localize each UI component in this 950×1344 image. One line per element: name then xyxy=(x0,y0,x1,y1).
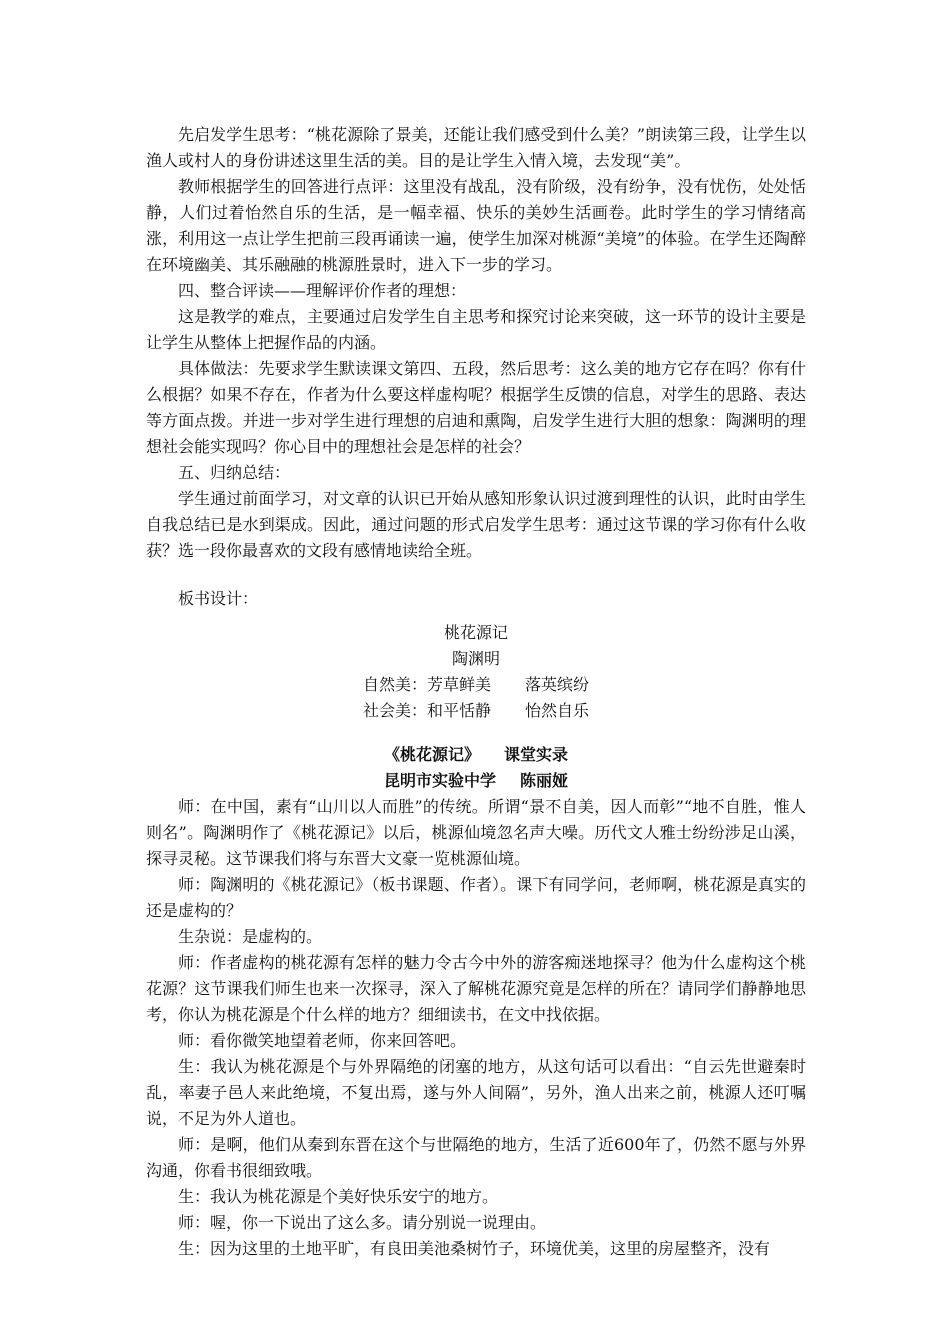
dialogue-line: 师：看你微笑地望着老师，你来回答吧。 xyxy=(178,1031,467,1050)
record-school: 昆明市实验中学 xyxy=(383,771,496,790)
board-row-nature xyxy=(146,672,806,698)
board-design-label: 板书设计： xyxy=(178,589,259,608)
document-page xyxy=(146,122,806,1262)
record-teacher: 陈丽娅 xyxy=(520,771,569,790)
dialogue-line: 生杂说：是虚构的。 xyxy=(178,927,323,946)
record-title xyxy=(146,742,806,768)
board-row-nature-left: 自然美：芳草鲜美 xyxy=(362,675,491,694)
board-row-society-left: 社会美：和平恬静 xyxy=(362,701,491,720)
spacer xyxy=(146,564,806,586)
paragraph: 这是教学的难点，主要通过启发学生自主思考和探究讨论来突破，这一环节的设计主要是让学生从整体上把握作品的内涵。 xyxy=(146,307,806,352)
paragraph: 先启发学生思考：“桃花源除了景美，还能让我们感受到什么美？”朗读第三段，让学生以渔人或村人的身份讲述这里生活的美。目的是让学生入情入境，去发现“美”。 xyxy=(146,125,806,170)
dialogue-line: 师：陶渊明的《桃花源记》（板书课题、作者）。课下有同学问，老师啊，桃花源是真实的还是虚构的？ xyxy=(146,875,806,920)
record-byline xyxy=(146,768,806,794)
dialogue-line: 师：作者虚构的桃花源有怎样的魅力令古今中外的游客痴迷地探寻？他为什么虚构这个桃花源？这节课我们师生也来一次探寻，深入了解桃花源究竟是怎样的所在？请同学们静静地思考，你认为桃花源是个什么样的地方？细细读书，在文中找依据。 xyxy=(146,953,806,1024)
dialogue-line: 师：在中国，素有“山川以人而胜”的传统。所谓“景不自美，因人而彰”“地不自胜，惟人则名”。陶渊明作了《桃花源记》以后，桃源仙境忽名声大噪。历代文人雅士纷纷涉足山溪，探寻灵秘。这节课我们将与东晋大文豪一览桃源仙境。 xyxy=(146,797,806,868)
board-row-society-right: 怡然自乐 xyxy=(525,701,590,720)
paragraph: 具体做法：先要求学生默读课文第四、五段，然后思考：这么美的地方它存在吗？你有什么根据？如果不存在，作者为什么要这样虚构呢？根据学生反馈的信息，对学生的思路、表达等方面点拨。并进一步对学生进行理想的启迪和熏陶，启发学生进行大胆的想象：陶渊明的理想社会能实现吗？你心目中的理想社会是怎样的社会？ xyxy=(146,359,806,456)
dialogue-line: 师：喔，你一下说出了这么多。请分别说一说理由。 xyxy=(178,1213,547,1232)
board-title: 桃花源记 xyxy=(443,623,508,642)
record-title-main: 《桃花源记》 xyxy=(383,745,480,764)
board-author: 陶渊明 xyxy=(451,649,500,668)
board-design xyxy=(146,620,806,724)
section-heading: 五、归纳总结： xyxy=(178,463,291,482)
dialogue-line: 生：因为这里的土地平旷，有良田美池桑树竹子，环境优美，这里的房屋整齐，没有 xyxy=(178,1239,771,1258)
paragraph: 教师根据学生的回答进行点评：这里没有战乱，没有阶级，没有纷争，没有忧伤，处处恬静，人们过着怡然自乐的生活，是一幅幸福、快乐的美妙生活画卷。此时学生的学习情绪高涨，利用这一点让学生把前三段再诵读一遍，使学生加深对桃源“美境”的体验。在学生还陶醉在环境幽美、其乐融融的桃源胜景时，进入下一步的学习。 xyxy=(146,177,806,274)
dialogue-line: 师：是啊，他们从秦到东晋在这个与世隔绝的地方，生活了近600年了，仍然不愿与外界沟通，你看书很细致哦。 xyxy=(146,1135,806,1180)
paragraph: 学生通过前面学习，对文章的认识已开始从感知形象认识过渡到理性的认识，此时由学生自我总结已是水到渠成。因此，通过问题的形式启发学生思考：通过这节课的学习你有什么收获？选一段你最喜欢的文段有感情地读给全班。 xyxy=(146,489,806,560)
board-row-nature-right: 落英缤纷 xyxy=(525,675,590,694)
section-heading: 四、整合评读——理解评价作者的理想： xyxy=(178,281,467,300)
dialogue-line: 生：我认为桃花源是个与外界隔绝的闭塞的地方，从这句话可以看出：“自云先世避秦时乱，率妻子邑人来此绝境，不复出焉，遂与外人间隔”，另外，渔人出来之前，桃源人还叮嘱说，不足为外人道也。 xyxy=(146,1057,806,1128)
record-title-sub: 课堂实录 xyxy=(504,745,569,764)
dialogue-line: 生：我认为桃花源是个美好快乐安宁的地方。 xyxy=(178,1187,499,1206)
board-row-society xyxy=(146,698,806,724)
